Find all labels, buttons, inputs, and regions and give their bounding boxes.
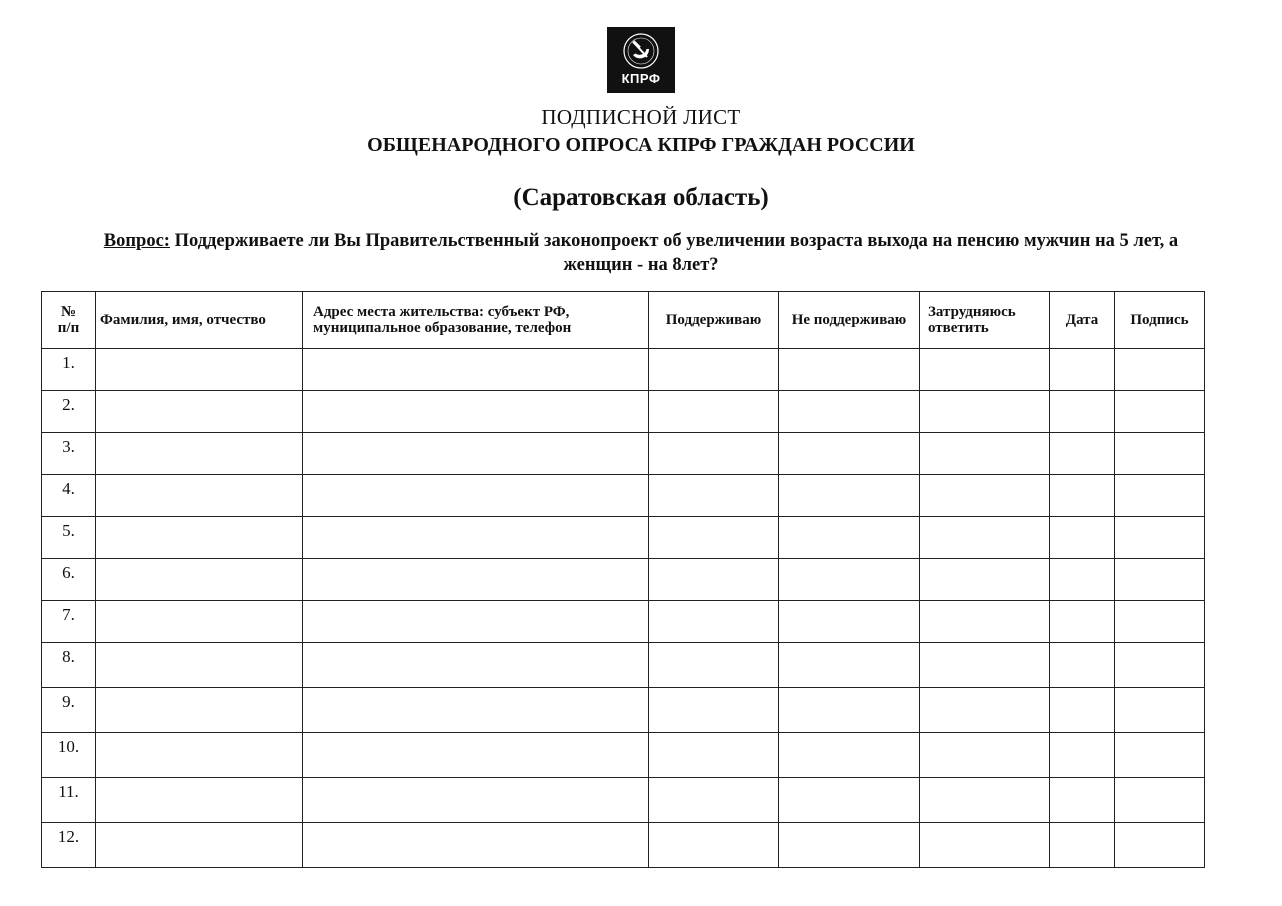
- undecided-cell[interactable]: [920, 778, 1050, 823]
- signature-cell[interactable]: [1115, 823, 1205, 868]
- column-header-number: [42, 292, 96, 349]
- date-cell[interactable]: [1050, 433, 1115, 475]
- name-cell[interactable]: [96, 733, 303, 778]
- not-support-cell[interactable]: [779, 475, 920, 517]
- row-number: 2.: [42, 391, 96, 433]
- undecided-cell[interactable]: [920, 643, 1050, 688]
- column-header-undecided: [920, 292, 1050, 349]
- address-cell[interactable]: [303, 601, 649, 643]
- address-cell[interactable]: [303, 559, 649, 601]
- undecided-cell[interactable]: [920, 823, 1050, 868]
- date-cell[interactable]: [1050, 391, 1115, 433]
- column-header-not-support: Не поддерживаю: [779, 292, 920, 349]
- row-number: 4.: [42, 475, 96, 517]
- logo-label: КПРФ: [621, 71, 661, 86]
- row-number: 10.: [42, 733, 96, 778]
- table-row: [42, 601, 1205, 643]
- column-header-name: Фамилия, имя, отчество: [96, 292, 303, 349]
- date-cell[interactable]: [1050, 643, 1115, 688]
- date-cell[interactable]: [1050, 601, 1115, 643]
- support-cell[interactable]: [649, 643, 779, 688]
- date-cell[interactable]: [1050, 733, 1115, 778]
- column-header-support: Поддерживаю: [649, 292, 779, 349]
- not-support-cell[interactable]: [779, 733, 920, 778]
- address-cell[interactable]: [303, 517, 649, 559]
- question-text: Поддерживаете ли Вы Правительственный законопроект об увеличении возраста выхода на пенсию мужчин на 5 лет, а женщин - на 8лет?: [169, 231, 1179, 275]
- date-cell[interactable]: [1050, 349, 1115, 391]
- support-cell[interactable]: [649, 823, 779, 868]
- table-header-row: [42, 292, 1205, 349]
- row-number: 7.: [42, 601, 96, 643]
- date-cell[interactable]: [1050, 688, 1115, 733]
- signature-table: [41, 291, 1205, 868]
- column-header-signature: Подпись: [1115, 292, 1205, 349]
- page-title: ПОДПИСНОЙ ЛИСТ: [541, 105, 741, 129]
- address-cell[interactable]: [303, 778, 649, 823]
- row-number: 8.: [42, 643, 96, 688]
- signature-cell[interactable]: [1115, 559, 1205, 601]
- signature-cell[interactable]: [1115, 349, 1205, 391]
- column-header-address-line2: муниципальное образование, телефон: [313, 320, 572, 336]
- name-cell[interactable]: [96, 559, 303, 601]
- row-number: 3.: [42, 433, 96, 475]
- row-number: 11.: [42, 778, 96, 823]
- support-cell[interactable]: [649, 517, 779, 559]
- address-cell[interactable]: [303, 733, 649, 778]
- not-support-cell[interactable]: [779, 643, 920, 688]
- column-header-number-line1: №: [60, 304, 77, 320]
- date-cell[interactable]: [1050, 823, 1115, 868]
- undecided-cell[interactable]: [920, 475, 1050, 517]
- address-cell[interactable]: [303, 391, 649, 433]
- row-number: 9.: [42, 688, 96, 733]
- column-header-address: [303, 292, 649, 349]
- kprf-logo: [607, 27, 675, 93]
- undecided-cell[interactable]: [920, 733, 1050, 778]
- column-header-number-line2: п/п: [57, 320, 80, 336]
- date-cell[interactable]: [1050, 517, 1115, 559]
- support-cell[interactable]: [649, 733, 779, 778]
- table-row: [42, 559, 1205, 601]
- not-support-cell[interactable]: [779, 601, 920, 643]
- row-number: 6.: [42, 559, 96, 601]
- address-cell[interactable]: [303, 433, 649, 475]
- name-cell[interactable]: [96, 349, 303, 391]
- row-number: 12.: [42, 823, 96, 868]
- question-block: [100, 229, 1182, 277]
- table-row: [42, 643, 1205, 688]
- signature-cell[interactable]: [1115, 391, 1205, 433]
- column-header-date: Дата: [1050, 292, 1115, 349]
- support-cell[interactable]: [649, 601, 779, 643]
- column-header-address-line1: Адрес места жительства: субъект РФ,: [313, 304, 570, 320]
- address-cell[interactable]: [303, 688, 649, 733]
- signature-cell[interactable]: [1115, 643, 1205, 688]
- support-cell[interactable]: [649, 559, 779, 601]
- undecided-cell[interactable]: [920, 349, 1050, 391]
- name-cell[interactable]: [96, 391, 303, 433]
- signature-cell[interactable]: [1115, 475, 1205, 517]
- row-number: 5.: [42, 517, 96, 559]
- support-cell[interactable]: [649, 778, 779, 823]
- support-cell[interactable]: [649, 475, 779, 517]
- row-number: 1.: [42, 349, 96, 391]
- undecided-cell[interactable]: [920, 517, 1050, 559]
- support-cell[interactable]: [649, 433, 779, 475]
- undecided-cell[interactable]: [920, 559, 1050, 601]
- signature-table-body: [42, 349, 1205, 868]
- table-row: [42, 823, 1205, 868]
- signature-cell[interactable]: [1115, 517, 1205, 559]
- not-support-cell[interactable]: [779, 517, 920, 559]
- undecided-cell[interactable]: [920, 688, 1050, 733]
- signature-cell[interactable]: [1115, 778, 1205, 823]
- not-support-cell[interactable]: [779, 433, 920, 475]
- support-cell[interactable]: [649, 688, 779, 733]
- signature-cell[interactable]: [1115, 601, 1205, 643]
- name-cell[interactable]: [96, 601, 303, 643]
- signature-cell[interactable]: [1115, 433, 1205, 475]
- name-cell[interactable]: [96, 433, 303, 475]
- name-cell[interactable]: [96, 475, 303, 517]
- table-row: [42, 391, 1205, 433]
- not-support-cell[interactable]: [779, 688, 920, 733]
- not-support-cell[interactable]: [779, 778, 920, 823]
- support-cell[interactable]: [649, 349, 779, 391]
- table-row: [42, 475, 1205, 517]
- page-subtitle: ОБЩЕНАРОДНОГО ОПРОСА КПРФ ГРАЖДАН РОССИИ: [367, 134, 915, 156]
- undecided-cell[interactable]: [920, 433, 1050, 475]
- undecided-cell[interactable]: [920, 391, 1050, 433]
- date-cell[interactable]: [1050, 475, 1115, 517]
- column-header-undecided-line2: ответить: [928, 320, 989, 336]
- table-row: [42, 778, 1205, 823]
- date-cell[interactable]: [1050, 559, 1115, 601]
- not-support-cell[interactable]: [779, 391, 920, 433]
- not-support-cell[interactable]: [779, 823, 920, 868]
- address-cell[interactable]: [303, 475, 649, 517]
- question-label: Вопрос:: [103, 231, 170, 251]
- signature-cell[interactable]: [1115, 688, 1205, 733]
- name-cell[interactable]: [96, 823, 303, 868]
- not-support-cell[interactable]: [779, 349, 920, 391]
- name-cell[interactable]: [96, 517, 303, 559]
- table-row: [42, 733, 1205, 778]
- support-cell[interactable]: [649, 391, 779, 433]
- undecided-cell[interactable]: [920, 601, 1050, 643]
- name-cell[interactable]: [96, 778, 303, 823]
- table-row: [42, 433, 1205, 475]
- date-cell[interactable]: [1050, 778, 1115, 823]
- table-row: [42, 688, 1205, 733]
- table-row: [42, 517, 1205, 559]
- address-cell[interactable]: [303, 643, 649, 688]
- name-cell[interactable]: [96, 688, 303, 733]
- region-label: (Саратовская область): [513, 184, 769, 211]
- column-header-undecided-line1: Затрудняюсь: [928, 304, 1016, 320]
- not-support-cell[interactable]: [779, 559, 920, 601]
- address-cell[interactable]: [303, 349, 649, 391]
- name-cell[interactable]: [96, 643, 303, 688]
- signature-cell[interactable]: [1115, 733, 1205, 778]
- address-cell[interactable]: [303, 823, 649, 868]
- table-row: [42, 349, 1205, 391]
